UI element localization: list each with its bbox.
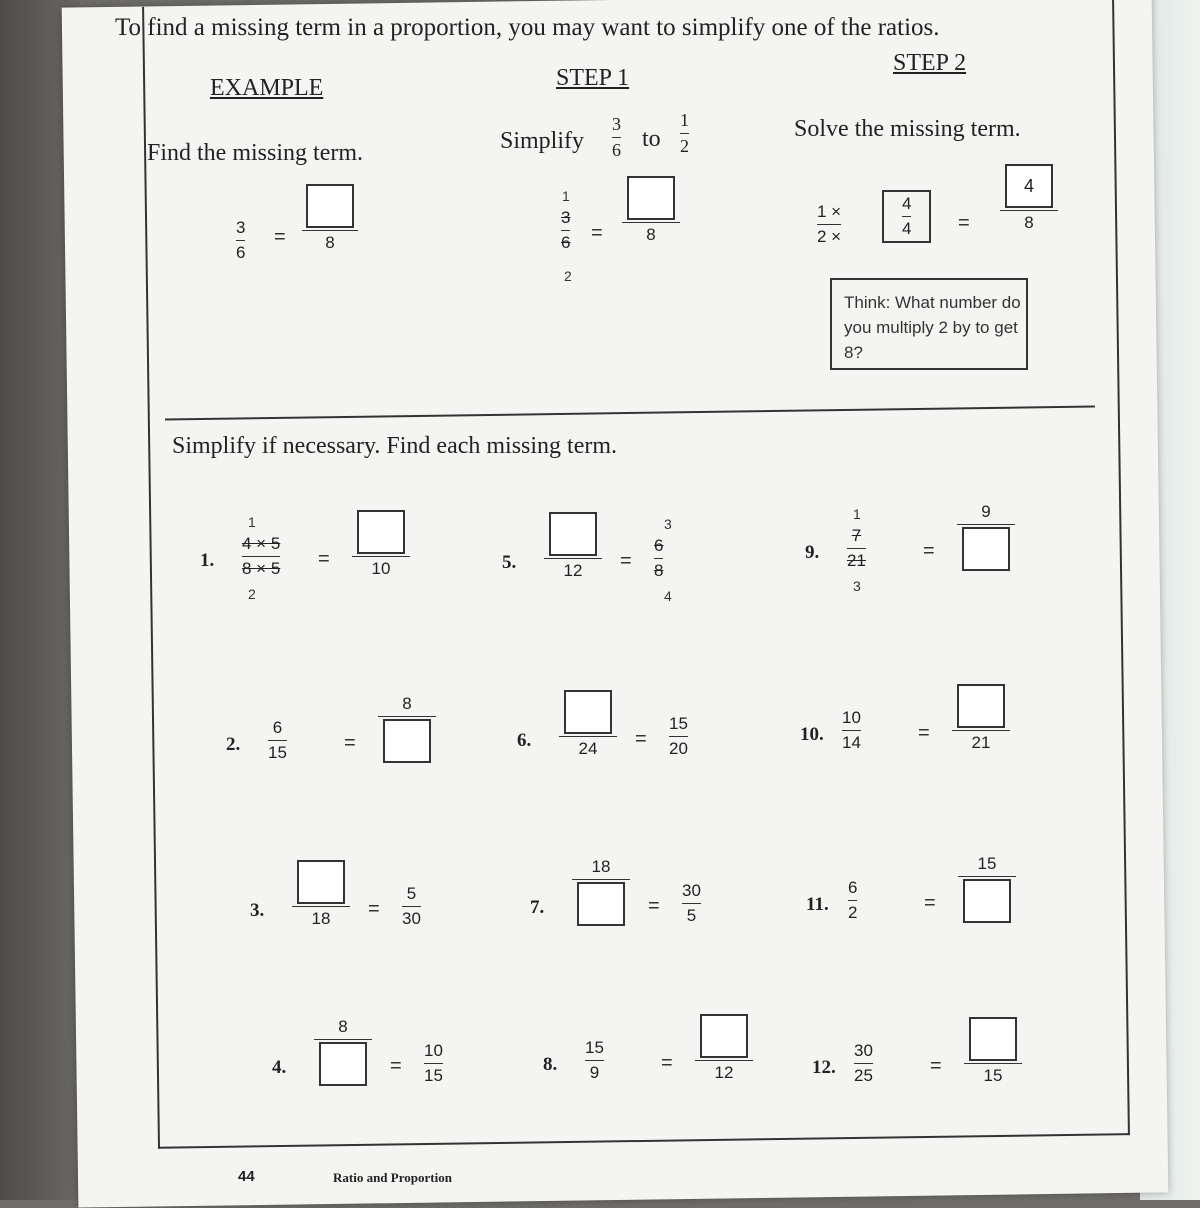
answer-box[interactable] — [297, 860, 345, 904]
fraction-bar — [958, 876, 1016, 877]
problem-left-ratio — [559, 690, 617, 759]
equals-sign: = — [648, 895, 660, 917]
step1-cancelled-ratio — [561, 208, 570, 253]
equals-sign: = — [924, 892, 936, 914]
right-numerator: 5 — [406, 884, 417, 903]
example-numerator: 3 — [236, 218, 246, 237]
fraction-bar — [842, 730, 861, 731]
page-border — [142, 0, 1130, 1149]
example-text: Find the missing term. — [147, 140, 363, 166]
problem-left-ratio — [292, 860, 350, 929]
problem-number: 8. — [543, 1054, 558, 1075]
step2-text: Solve the missing term. — [794, 116, 1021, 142]
problem-left-ratio — [268, 718, 287, 763]
fraction-bar — [378, 716, 436, 717]
fraction-bar — [682, 903, 701, 904]
fraction-bar — [292, 906, 350, 907]
left-denominator: 24 — [578, 739, 598, 758]
cancel-bottom-small: 4 — [664, 588, 672, 604]
fraction-bar — [902, 216, 911, 217]
cancel-top-small: 1 — [562, 188, 570, 204]
example-denominator: 6 — [236, 243, 246, 262]
equals-sign: = — [318, 548, 330, 570]
answer-box[interactable] — [319, 1042, 367, 1086]
problem-left-ratio — [854, 1041, 873, 1086]
problem-right-ratio — [352, 510, 410, 579]
problem-number: 5. — [502, 552, 517, 573]
cancel-top-small: 1 — [248, 514, 256, 530]
left-numerator: 8 — [338, 1017, 348, 1036]
fraction-bar — [242, 556, 280, 557]
problem-number: 12. — [812, 1057, 836, 1078]
left-numerator: 6 — [272, 718, 283, 737]
cancel-bottom-small: 2 — [248, 586, 256, 602]
problem-left-ratio — [572, 857, 630, 926]
example-header: EXAMPLE — [210, 75, 324, 101]
step2-multiplier-ratio — [882, 190, 931, 243]
denominator: 4 — [902, 219, 912, 238]
problem-left-ratio — [842, 708, 861, 753]
problem-right-ratio — [695, 1014, 753, 1083]
problem-left-ratio — [848, 878, 857, 923]
fraction-bar — [572, 879, 630, 880]
equals-sign: = — [591, 222, 603, 244]
equals-sign: = — [368, 898, 380, 920]
fraction-bar — [952, 730, 1010, 731]
fraction-bar — [352, 556, 410, 557]
fraction-bar — [680, 133, 689, 134]
example-answer-ratio — [302, 184, 358, 253]
example-right-denominator: 8 — [325, 233, 335, 252]
answer-box[interactable] — [577, 882, 625, 926]
problem-left-ratio — [242, 534, 280, 579]
problem-left-ratio — [585, 1038, 604, 1083]
left-denominator: 25 — [854, 1066, 873, 1085]
problem-right-ratio — [654, 536, 663, 581]
answer-value: 4 — [1023, 175, 1034, 196]
step2-left-ratio — [817, 202, 841, 247]
problem-right-ratio — [669, 714, 688, 759]
problem-number: 9. — [805, 542, 820, 563]
equals-sign: = — [344, 732, 356, 754]
answer-box[interactable] — [963, 879, 1011, 923]
equals-sign: = — [635, 728, 647, 750]
left-numerator: 7 — [851, 526, 862, 545]
equals-sign: = — [390, 1055, 402, 1077]
fraction-bar — [847, 548, 866, 549]
footer-title: Ratio and Proportion — [333, 1170, 452, 1185]
fraction-bar — [561, 230, 570, 231]
equals-sign: = — [930, 1055, 942, 1077]
right-numerator: 6 — [654, 536, 664, 555]
right-numerator: 15 — [977, 854, 997, 873]
cancelled-denominator: 6 — [561, 233, 571, 252]
step1-answer-ratio — [622, 176, 680, 245]
fraction-bar — [585, 1060, 604, 1061]
intro-text: To find a missing term in a proportion, you may want to simplify one of the ratios. — [115, 14, 940, 41]
denominator: 8 — [1024, 213, 1034, 232]
fraction-bar — [559, 736, 617, 737]
step1-header: STEP 1 — [556, 65, 630, 91]
left-denominator: 9 — [589, 1063, 600, 1082]
numerator: 1 — [680, 110, 689, 130]
left-denominator: 12 — [563, 561, 583, 580]
denominator: 2 × — [817, 227, 842, 246]
denominator: 2 — [680, 136, 689, 156]
problem-number: 3. — [250, 900, 265, 921]
think-hint-box: Think: What number do you multiply 2 by to get 8? — [830, 278, 1028, 370]
numerator: 3 — [612, 114, 621, 134]
equals-sign: = — [661, 1052, 673, 1074]
right-numerator: 10 — [424, 1041, 443, 1060]
left-denominator: 14 — [842, 733, 861, 752]
problem-left-ratio — [847, 526, 866, 571]
denominator: 8 — [646, 225, 656, 244]
answer-box[interactable] — [564, 690, 612, 734]
equals-sign: = — [274, 226, 286, 248]
left-numerator: 30 — [854, 1041, 873, 1060]
problem-right-ratio — [402, 884, 421, 929]
page-number: 44 — [238, 1168, 255, 1185]
problem-right-ratio — [378, 694, 436, 763]
right-denominator: 12 — [714, 1063, 734, 1082]
left-denominator: 21 — [847, 551, 866, 570]
fraction-bar — [654, 558, 663, 559]
fraction-bar — [268, 740, 287, 741]
problem-right-ratio — [964, 1017, 1022, 1086]
problem-right-ratio — [682, 881, 701, 926]
cancelled-numerator: 3 — [561, 208, 571, 227]
numerator: 4 — [902, 194, 912, 213]
problem-number: 6. — [517, 730, 532, 751]
answer-box[interactable] — [549, 512, 597, 556]
cancel-bottom-small: 2 — [564, 268, 572, 284]
problem-number: 4. — [272, 1057, 287, 1078]
problem-number: 7. — [530, 897, 545, 918]
left-denominator: 15 — [268, 743, 287, 762]
fraction-bar — [848, 900, 857, 901]
right-denominator: 15 — [424, 1066, 443, 1085]
step1-text-to: to — [642, 126, 661, 152]
right-numerator: 15 — [669, 714, 688, 733]
answer-box[interactable] — [700, 1014, 748, 1058]
problem-right-ratio — [952, 684, 1010, 753]
example-ratio — [236, 218, 245, 263]
fraction-bar — [424, 1063, 443, 1064]
cancel-top-small: 1 — [853, 506, 861, 522]
numerator: 1 × — [817, 202, 842, 221]
right-denominator: 5 — [686, 906, 697, 925]
answer-box[interactable] — [627, 176, 675, 220]
fraction-bar — [612, 137, 621, 138]
fraction-bar — [957, 524, 1015, 525]
answer-box[interactable] — [957, 684, 1005, 728]
right-denominator: 30 — [402, 909, 421, 928]
right-denominator: 10 — [371, 559, 391, 578]
fraction-bar — [964, 1063, 1022, 1064]
fraction-bar — [695, 1060, 753, 1061]
answer-box[interactable] — [962, 527, 1010, 571]
left-numerator: 15 — [585, 1038, 604, 1057]
cancel-top-small: 3 — [664, 516, 672, 532]
left-denominator: 8 × 5 — [242, 559, 281, 578]
fraction-bar — [236, 240, 245, 241]
right-denominator: 21 — [971, 733, 991, 752]
left-numerator: 10 — [842, 708, 861, 727]
answer-box[interactable] — [357, 510, 405, 554]
step2-header: STEP 2 — [893, 50, 967, 76]
step1-ratio-a — [612, 114, 621, 161]
right-denominator: 20 — [669, 739, 688, 758]
fraction-bar — [622, 222, 680, 223]
fraction-bar — [1000, 210, 1058, 211]
step1-text-pre: Simplify — [500, 128, 585, 154]
problem-right-ratio — [424, 1041, 443, 1086]
fraction-bar — [544, 558, 602, 559]
right-denominator: 15 — [983, 1066, 1003, 1085]
fraction-bar — [669, 736, 688, 737]
equals-sign: = — [923, 540, 935, 562]
problem-number: 10. — [800, 724, 824, 745]
answer-box — [1005, 164, 1053, 208]
cancel-bottom-small: 3 — [853, 578, 861, 594]
right-numerator: 30 — [682, 881, 701, 900]
fraction-bar — [302, 230, 358, 231]
instructions: Simplify if necessary. Find each missing term. — [172, 433, 618, 459]
left-numerator: 6 — [848, 878, 858, 897]
fraction-bar — [314, 1039, 372, 1040]
right-numerator: 9 — [981, 502, 991, 521]
left-numerator: 18 — [591, 857, 611, 876]
answer-box[interactable] — [306, 184, 354, 228]
fraction-bar — [402, 906, 421, 907]
equals-sign: = — [958, 212, 970, 234]
right-denominator: 8 — [654, 561, 664, 580]
right-numerator: 8 — [402, 694, 412, 713]
equals-sign: = — [620, 550, 632, 572]
fraction-bar — [817, 224, 841, 225]
left-denominator: 18 — [311, 909, 331, 928]
answer-box[interactable] — [969, 1017, 1017, 1061]
problem-number: 11. — [806, 894, 829, 915]
answer-box[interactable] — [383, 719, 431, 763]
problem-right-ratio — [958, 854, 1016, 923]
step2-answer-ratio — [1000, 164, 1058, 233]
denominator: 6 — [612, 140, 621, 160]
problem-left-ratio — [314, 1017, 372, 1086]
left-denominator: 2 — [848, 903, 858, 922]
problem-right-ratio — [957, 502, 1015, 571]
left-numerator: 4 × 5 — [242, 534, 281, 553]
problem-number: 1. — [200, 550, 215, 571]
equals-sign: = — [918, 722, 930, 744]
problem-left-ratio — [544, 512, 602, 581]
fraction-bar — [854, 1063, 873, 1064]
problem-number: 2. — [226, 734, 241, 755]
step1-ratio-b — [680, 110, 689, 157]
